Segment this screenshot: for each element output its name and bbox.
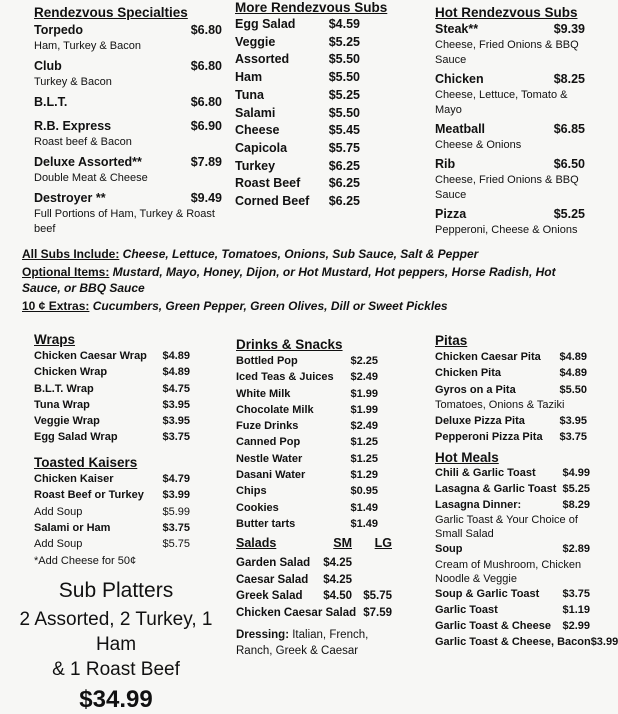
item-name: Nestle Water [236,452,303,465]
item-price: $5.25 [562,482,590,495]
item-description: Cheese, Fried Onions & BBQ Sauce [435,174,579,201]
item-name: Iced Teas & Juices [236,371,334,384]
item-price: $9.49 [190,191,222,205]
salad-price-sm: $4.25 [323,557,352,569]
item-name: Garlic Toast [435,603,498,616]
item-name: Butter tarts [236,517,296,530]
item-price: $2.25 [350,355,378,367]
item-description: Ham, Turkey & Bacon [34,40,141,52]
item-name: R.B. Express [34,119,112,133]
item-name: Deluxe Pizza Pita [435,414,525,427]
item-price: $0.95 [350,485,378,498]
item-price: $6.25 [328,158,360,173]
item-name: Cookies [236,501,279,514]
item-name: White Milk [236,387,291,400]
menu-item [34,536,190,552]
menu-item [435,635,618,651]
platters-price: $34.99 [79,686,153,713]
item-name: Lasagna Dinner: [435,498,522,511]
all-subs-label: All Subs Include: [22,247,120,261]
menu-item [34,153,222,171]
item-name: Chicken Wrap [34,366,108,379]
platters-line-2: & 1 Roast Beef [52,659,180,680]
item-price: $4.79 [162,473,190,485]
more-subs-items [235,16,360,211]
item-name: Deluxe Assorted** [34,155,142,169]
item-price: $8.25 [553,72,585,86]
item-name: Pepperoni Pizza Pita [435,431,543,444]
menu-item [236,353,378,369]
salad-size-lg: LG [374,536,392,550]
item-name: Roast Beef [235,176,301,191]
item-name: Bottled Pop [236,355,298,367]
item-price: $5.75 [162,537,190,550]
item-price: $3.99 [590,635,618,648]
menu-item [236,418,378,434]
wraps-items [34,348,190,446]
item-price: $5.25 [553,207,585,221]
menu-item [235,34,360,52]
drinks-snacks-section [236,337,378,532]
item-name: Lasagna & Garlic Toast [435,482,557,495]
item-price: $2.99 [562,619,590,632]
menu-item [34,21,222,39]
menu-item [34,364,190,380]
menu-item [435,382,587,398]
item-price: $1.99 [350,387,378,400]
wraps-section [34,332,190,446]
menu-item [34,471,190,487]
menu-item [235,69,360,87]
salad-price-sm [356,605,363,622]
item-name: Pizza [435,207,467,221]
item-price: $5.25 [328,34,360,49]
salad-name: Greek Salad [236,590,303,602]
item-name: Fuze Drinks [236,420,299,433]
item-price: $4.89 [559,351,587,363]
salad-name: Garden Salad [236,557,311,569]
item-name: Soup & Garlic Toast [435,588,540,601]
hot-subs-items [435,21,585,238]
section-title: Rendezvous Specialties [34,5,188,20]
section-title: Drinks & Snacks [236,337,343,352]
item-price: $4.89 [162,366,190,379]
item-description: Cream of Mushroom, Chicken Noodle & Veggie [435,559,582,586]
item-description: Cheese, Fried Onions & BBQ Sauce [435,39,579,66]
item-price: $5.50 [328,105,360,120]
salad-price-lg: $5.75 [363,590,392,602]
item-price: $3.75 [162,431,190,444]
item-name: Ham [235,70,263,85]
menu-item [435,121,585,138]
menu-item [435,365,587,381]
item-name: Chicken Caesar Pita [435,351,541,363]
item-price: $5.75 [328,140,360,155]
menu-item [34,520,190,536]
item-name: Dasani Water [236,469,306,482]
salad-price-sm: $4.25 [323,573,352,586]
item-name: Chili & Garlic Toast [435,467,536,479]
item-price: $5.50 [328,52,360,67]
item-price: $8.29 [562,498,590,511]
menu-item [435,429,587,445]
item-price: $5.50 [328,70,360,85]
dressing-label: Dressing: [236,629,290,641]
rendezvous-specialties-section [34,5,222,240]
menu-item [235,158,360,176]
hot-meals-items [435,466,618,650]
item-name: Garlic Toast & Cheese, Bacon [435,635,591,648]
menu-item [235,51,360,69]
menu-item [236,434,378,450]
section-title: More Rendezvous Subs [235,0,388,15]
item-description: Garlic Toast & Your Choice of Small Salad [435,514,578,541]
item-price: $5.99 [162,505,190,518]
section-title: Hot Meals [435,450,499,465]
salads-items [236,555,392,621]
item-price: $2.49 [350,420,378,433]
item-price: $2.49 [350,371,378,384]
item-name: Chicken [435,72,484,86]
menu-item [236,500,378,516]
item-name: Capicola [235,140,288,155]
item-name: Add Soup [34,537,83,550]
menu-item [435,542,590,558]
dressing-text: Italian, French, Ranch, Greek & Caesar [236,629,369,657]
item-price: $6.25 [328,176,360,191]
item-price: $2.89 [562,543,590,556]
extras-note [22,298,592,315]
item-price: $4.99 [562,467,590,479]
hot-meals-section [435,450,618,650]
item-price: $4.59 [328,17,360,31]
item-name: Tuna Wrap [34,398,90,411]
item-price: $1.29 [350,469,378,482]
item-description: Tomatoes, Onions & Taziki [435,398,565,411]
item-name: Club [34,59,62,73]
menu-item [34,57,222,75]
all-subs-text: Cheese, Lettuce, Tomatoes, Onions, Sub Sauce, Salt & Pepper [119,247,479,261]
menu-item [34,117,222,135]
menu-item [34,381,190,397]
item-price: $6.80 [190,23,222,37]
menu-item [235,16,360,34]
item-price: $5.25 [328,87,360,102]
drinks-items [236,353,378,532]
menu-item [235,140,360,158]
item-price: $3.75 [562,588,590,601]
add-cheese-note: *Add Cheese for 50¢ [34,554,137,567]
menu-item [435,587,590,603]
menu-item [34,189,222,207]
salad-price-lg [352,555,392,572]
salad-name: Caesar Salad [236,573,309,586]
item-price: $6.80 [190,59,222,73]
kaisers-items [34,471,190,552]
menu-item [235,105,360,123]
menu-item [435,413,587,429]
item-description: Pepperoni, Cheese & Onions [435,224,578,236]
item-name: Chips [236,485,267,498]
menu-item [435,619,590,635]
menu-item [236,402,378,418]
menu-item [34,413,190,429]
item-name: Chicken Pita [435,367,502,380]
item-name: Tuna [235,87,264,102]
item-price: $1.99 [350,403,378,416]
pitas-section [435,333,587,445]
salad-item [236,572,392,589]
salad-name: Chicken Caesar Salad [236,606,357,619]
item-price: $3.75 [559,431,587,444]
menu-item [34,487,190,503]
item-name: Add Soup [34,505,83,518]
salad-item [236,605,392,622]
salad-price-lg: $7.59 [363,606,392,619]
toasted-kaisers-section [34,455,190,569]
rendezvous-items [34,21,222,237]
menu-item [34,348,190,364]
item-name: Destroyer ** [34,191,106,205]
item-name: Roast Beef or Turkey [34,489,144,502]
menu-item [435,603,590,619]
menu-item [236,451,378,467]
item-name: Salami [235,105,276,120]
item-name: Salami or Ham [34,521,111,534]
all-subs-include-note [22,246,592,263]
item-price: $5.50 [559,383,587,396]
menu-item [236,386,378,402]
item-name: Veggie [235,34,276,49]
salads-header [236,535,392,551]
item-name: Turkey [235,158,276,173]
sub-platters-section [6,578,226,714]
hot-subs-section [435,5,585,241]
menu-item [34,504,190,520]
salads-section [236,535,392,659]
optional-text: Mustard, Mayo, Honey, Dijon, or Hot Mustard, Hot peppers, Horse Radish, Hot Sauce, or BBQ Sauce [22,264,556,295]
menu-item [435,21,585,38]
item-price: $4.89 [559,367,587,380]
item-price: $3.75 [162,521,190,534]
item-name: Chicken Caesar Wrap [34,350,147,362]
item-description: Cheese & Onions [435,139,522,151]
section-title: Hot Rendezvous Subs [435,5,578,20]
item-name: Egg Salad [235,17,296,31]
salad-size-sm: SM [333,536,352,550]
item-name: Rib [435,157,456,171]
item-name: Soup [435,543,463,556]
optional-label: Optional Items: [22,264,110,279]
menu-item [235,193,360,211]
extras-text: Cucumbers, Green Pepper, Green Olives, Dill or Sweet Pickles [89,298,448,313]
item-price: $3.99 [162,489,190,502]
item-price: $1.25 [350,436,378,449]
item-price: $1.19 [562,603,590,616]
item-name: Chocolate Milk [236,403,314,416]
salad-item [236,555,392,572]
item-price: $7.89 [190,155,222,169]
item-name: Gyros on a Pita [435,383,516,396]
item-name: Torpedo [34,23,84,37]
platters-line-1: 2 Assorted, 2 Turkey, 1 Ham [19,609,213,655]
item-name: Egg Salad Wrap [34,431,118,444]
item-name: Corned Beef [235,194,310,209]
item-name: Meatball [435,122,486,136]
menu-item [236,483,378,499]
section-title: Pitas [435,333,468,348]
menu-item [235,87,360,105]
pitas-items [435,349,587,445]
item-price: $1.49 [350,501,378,514]
menu-item [435,498,590,514]
menu-item [435,156,585,173]
item-name: B.L.T. [34,95,68,109]
item-name: B.L.T. Wrap [34,382,94,395]
item-price: $3.95 [162,398,190,411]
salad-item [236,588,392,605]
salad-price-sm: $4.50 [323,590,352,602]
item-description: Double Meat & Cheese [34,172,148,184]
menu-item [435,206,585,223]
extras-label: 10 ¢ Extras: [22,298,90,313]
item-name: Assorted [235,52,290,67]
item-price: $6.50 [553,157,585,171]
menu-item [34,93,222,111]
item-price: $4.75 [162,382,190,395]
item-name: Cheese [235,123,280,138]
menu-item [235,175,360,193]
item-price: $6.25 [328,194,360,209]
item-description: Roast beef & Bacon [34,136,132,148]
sub-notes [22,246,592,315]
menu-item [236,516,378,532]
item-description: Full Portions of Ham, Turkey & Roast beef [34,208,215,235]
menu-item [435,349,587,365]
item-name: Steak** [435,22,479,36]
menu-item [435,482,590,498]
optional-items-note [22,264,592,297]
item-price: $6.85 [553,122,585,136]
section-title: Toasted Kaisers [34,455,138,470]
platters-title: Sub Platters [58,579,174,602]
item-price: $3.95 [162,415,190,428]
item-price: $3.95 [559,414,587,427]
item-price: $4.89 [162,350,190,362]
item-description: Turkey & Bacon [34,76,112,88]
section-title: Wraps [34,332,76,347]
item-price: $6.90 [190,119,222,133]
item-price: $5.45 [328,123,360,138]
dressing-note [236,627,392,659]
item-price: $1.49 [350,517,378,530]
item-name: Veggie Wrap [34,415,100,428]
item-description: Cheese, Lettuce, Tomato & Mayo [435,89,568,116]
menu-item [236,467,378,483]
item-price: $6.80 [190,95,222,109]
item-name: Chicken Kaiser [34,473,114,485]
menu-item [435,71,585,88]
menu-item [235,122,360,140]
menu-item [435,466,590,482]
menu-item [34,397,190,413]
menu-item [34,429,190,445]
section-title: Salads [236,536,277,550]
item-name: Garlic Toast & Cheese [435,619,551,632]
salad-price-lg [352,572,392,589]
item-price: $9.39 [553,22,585,36]
more-subs-section [235,0,388,211]
menu-item [236,369,378,385]
item-name: Canned Pop [236,436,301,449]
item-price: $1.25 [350,452,378,465]
